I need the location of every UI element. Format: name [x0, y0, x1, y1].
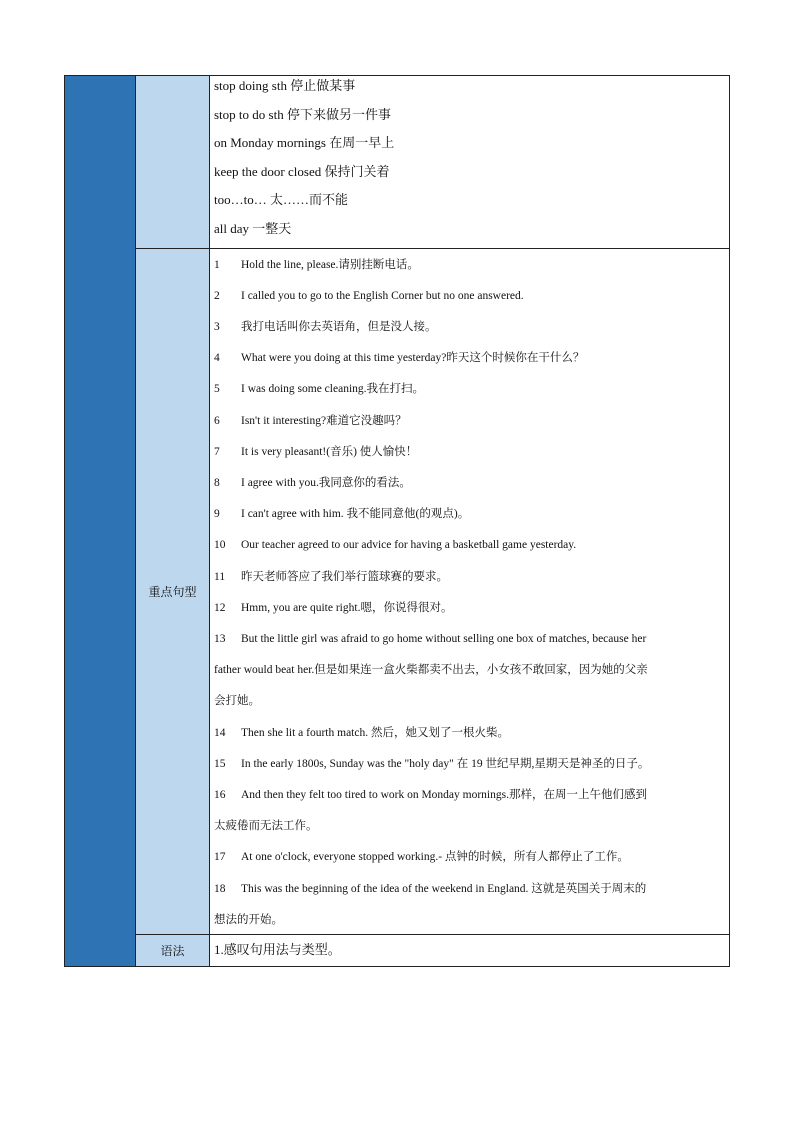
- sentence-line: 7 It is very pleasant!(音乐) 使人愉快！: [214, 446, 418, 458]
- sentence-line: 4 What were you doing at this time yesterday?昨天这个时候你在干什么？: [214, 352, 585, 364]
- sentence-line: 17 At one o'clock, everyone stopped working.- 点钟的时候，所有人都停止了工作。: [214, 851, 629, 863]
- sentence-continuation: 太疲倦而无法工作。: [214, 820, 318, 832]
- phrase-item: stop to do sth 停下来做另一件事: [214, 107, 391, 122]
- sentence-line: 12 Hmm, you are quite right.嗯，你说得很对。: [214, 602, 453, 614]
- grammar-cell: [210, 935, 729, 966]
- sentences-cell: [210, 249, 729, 934]
- phrase-item: stop doing sth 停止做某事: [214, 78, 356, 93]
- sentence-continuation: 想法的开始。: [214, 914, 283, 926]
- sentence-line: 15 In the early 1800s, Sunday was the "holy day" 在 19 世纪早期,星期天是神圣的日子。: [214, 758, 650, 770]
- sentence-line: 8 I agree with you.我同意你的看法。: [214, 477, 411, 489]
- sentence-line: 3 我打电话叫你去英语角，但是没人接。: [214, 321, 437, 333]
- sentence-continuation: 会打她。: [214, 695, 260, 707]
- phrase-item: all day 一整天: [214, 221, 292, 236]
- phrases-cell: [210, 76, 729, 248]
- section-column: [65, 76, 136, 966]
- grammar-label-cell: [136, 935, 210, 966]
- phrase-item: keep the door closed 保持门关着: [214, 164, 390, 179]
- grammar-text: 1.感叹句用法与类型。: [214, 942, 341, 957]
- sentence-line: 18 This was the beginning of the idea of the weekend in England. 这就是英国关于周末的: [214, 883, 647, 895]
- sentence-line: 2 I called you to go to the English Corner but no one answered.: [214, 290, 524, 302]
- sentence-line: 9 I can't agree with him. 我不能同意他(的观点)。: [214, 508, 470, 520]
- phrase-item: on Monday mornings 在周一早上: [214, 135, 395, 150]
- phrases-label-cell: [136, 76, 210, 248]
- sentence-line: 14 Then she lit a fourth match. 然后，她又划了一根火柴。: [214, 727, 509, 739]
- sentence-line: 6 Isn't it interesting?难道它没趣吗？: [214, 415, 407, 427]
- sentence-line: 11 昨天老师答应了我们举行篮球赛的要求。: [214, 571, 448, 583]
- sentences-label: 重点句型: [148, 585, 197, 599]
- phrase-item: too…to… 太……而不能: [214, 192, 348, 207]
- sentence-line: 5 I was doing some cleaning.我在打扫。: [214, 383, 425, 395]
- sentence-line: 16 And then they felt too tired to work on Monday mornings.那样，在周一上午他们感到: [214, 789, 647, 801]
- sentence-line: 1 Hold the line, please.请别挂断电话。: [214, 259, 419, 271]
- sentence-line: 10 Our teacher agreed to our advice for having a basketball game yesterday.: [214, 539, 577, 551]
- sentences-label-cell: [136, 249, 210, 934]
- content-table: [64, 75, 730, 967]
- sentence-line: 13 But the little girl was afraid to go home without selling one box of matches, because her: [214, 633, 647, 645]
- sentence-continuation: father would beat her.但是如果连一盒火柴都卖不出去，小女孩不敢回家，因为她的父亲: [214, 664, 648, 676]
- grammar-label: 语法: [160, 944, 185, 958]
